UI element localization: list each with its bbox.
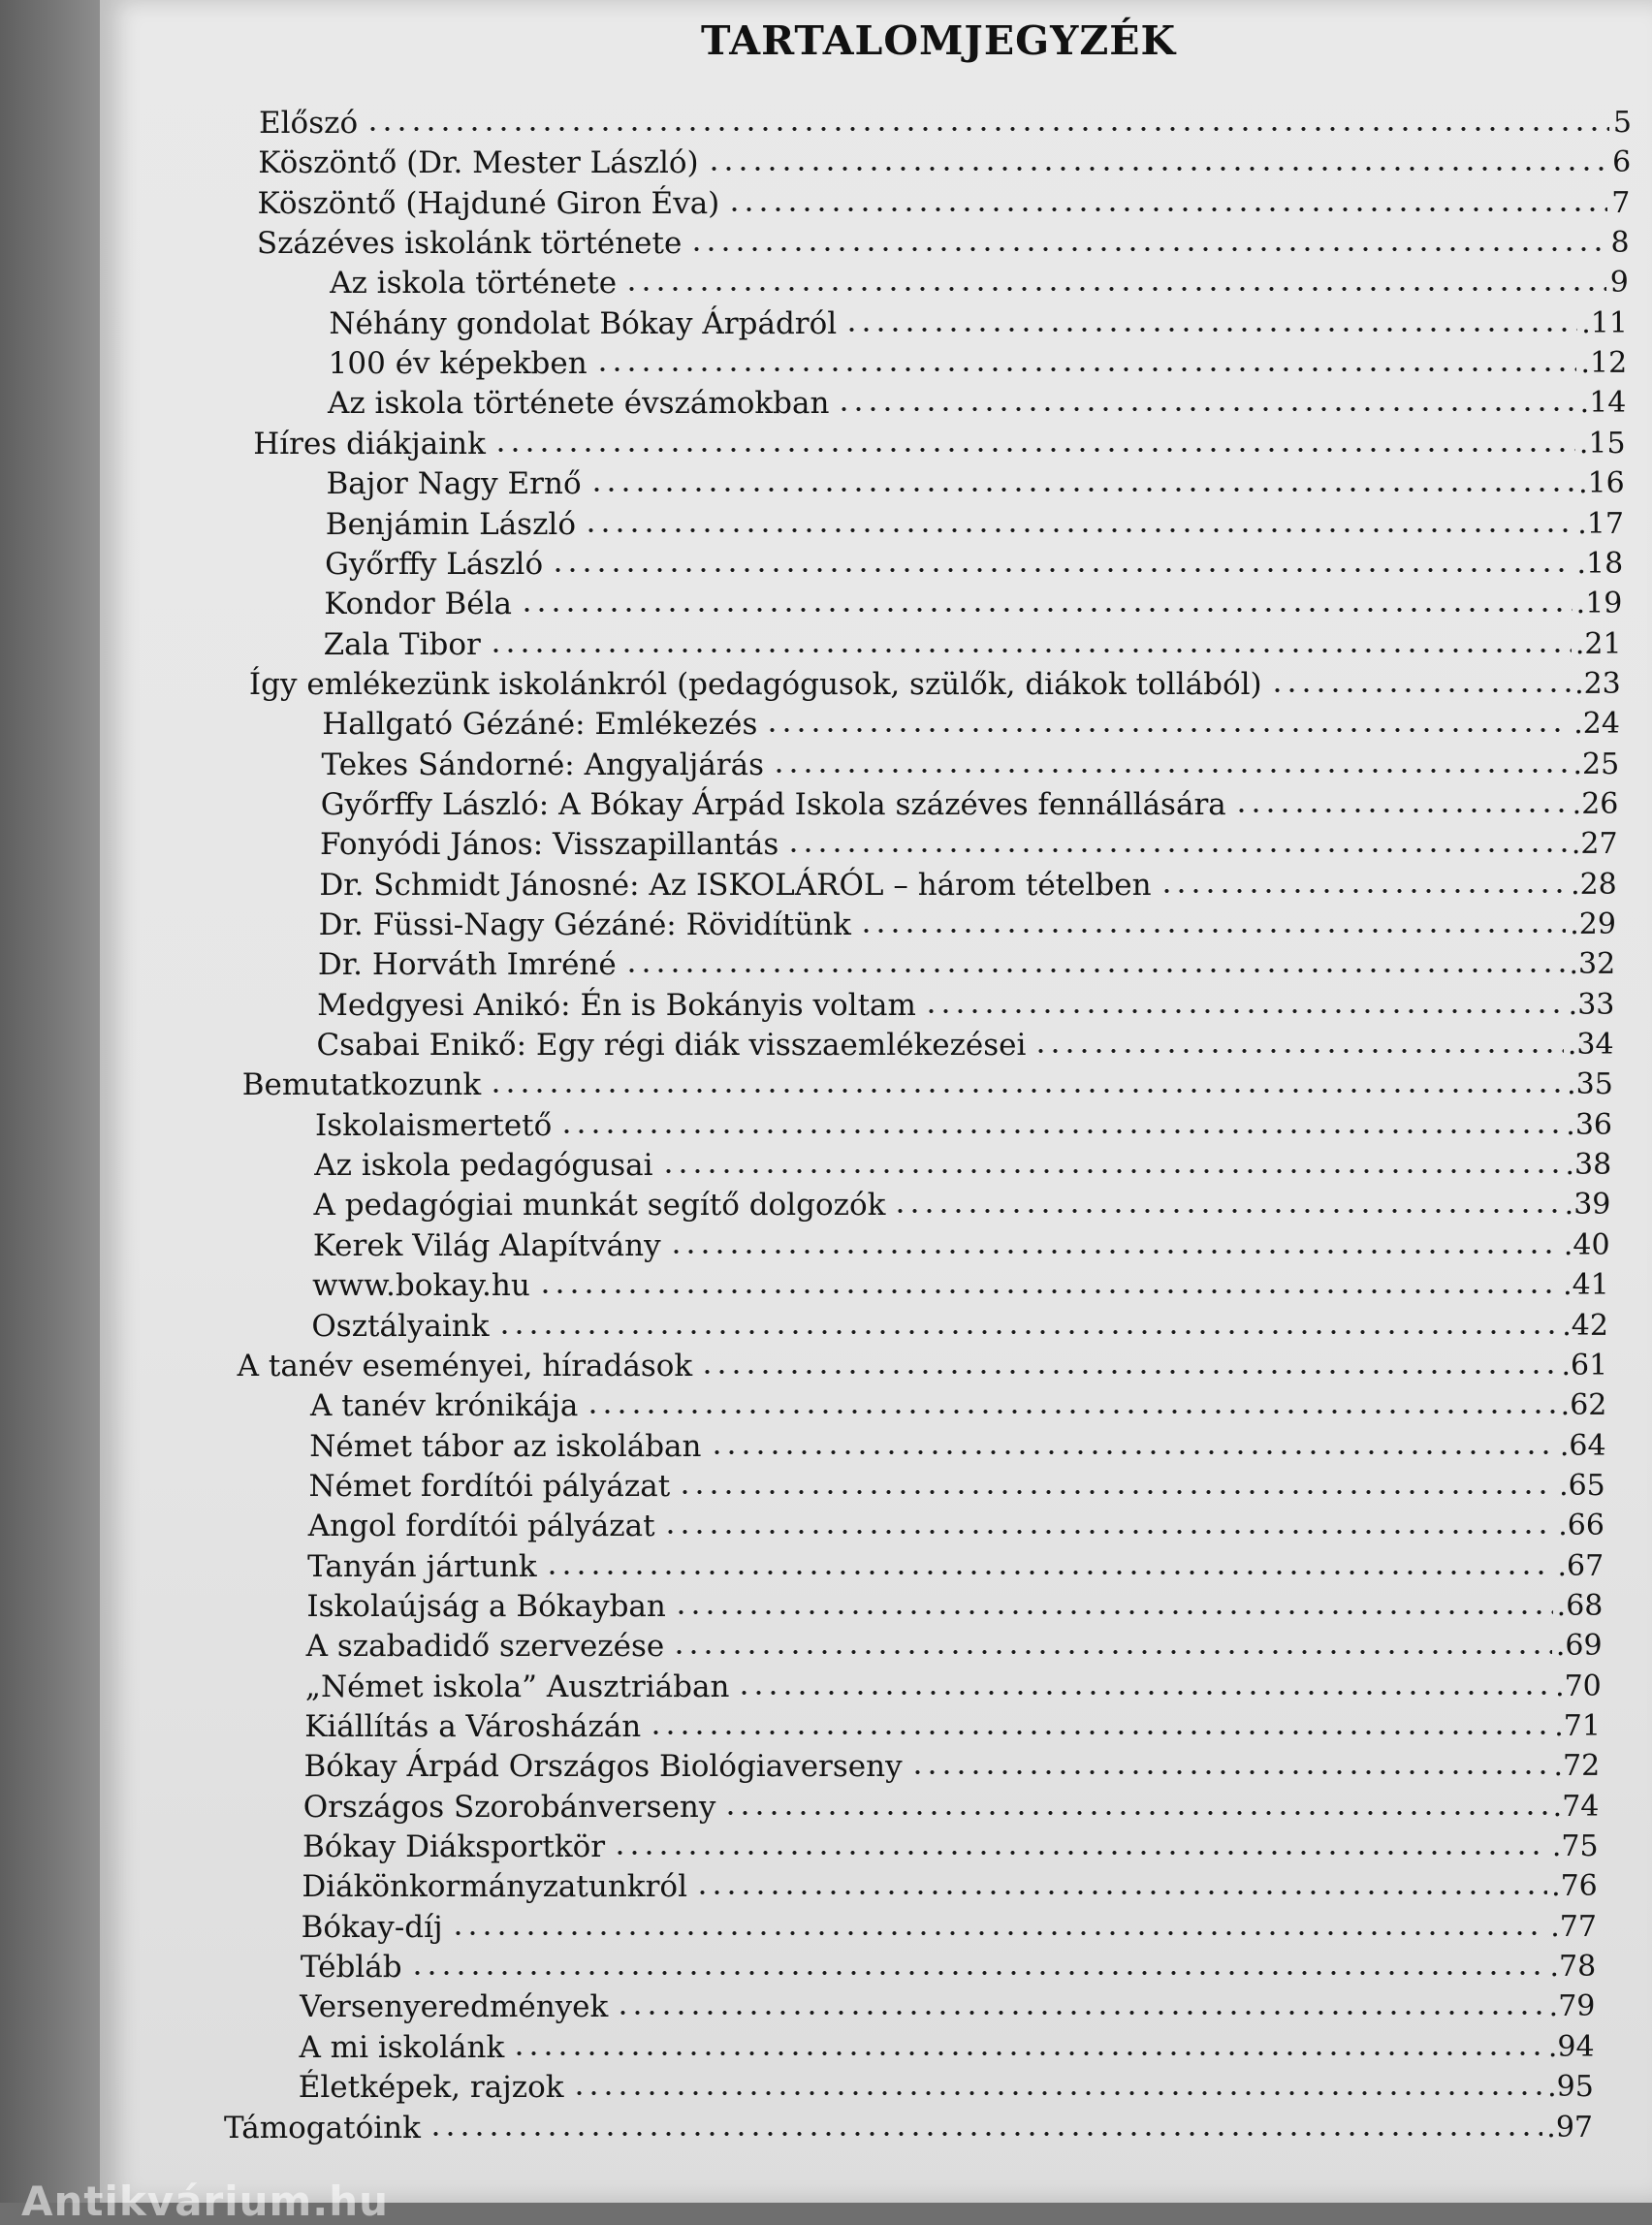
toc-entry-page-number: .78 [1549,1950,1597,1985]
toc-entry-page-number: .62 [1560,1388,1607,1423]
page-title: TARTALOMJEGYZÉK [701,17,1177,64]
dot-leader [520,606,1573,614]
toc-entry-label: Kerek Világ Alapítvány [312,1227,661,1263]
dot-leader [1234,807,1569,814]
dot-leader [893,1207,1560,1215]
dot-leader [910,1768,1550,1776]
dot-leader [772,767,1569,775]
toc-entry [238,1344,1608,1383]
toc-entry [325,542,1623,581]
toc-entry-page-number: .36 [1566,1107,1612,1142]
toc-entry [322,702,1620,741]
watermark: Antikvárium.hu [21,2177,390,2225]
toc-entry-label: Életképek, rajzok [298,2070,564,2106]
toc-entry [303,1744,1600,1783]
dot-leader [493,446,1575,454]
toc-entry-page-number: .39 [1564,1188,1611,1223]
toc-entry-label: Német tábor az iskolában [309,1428,702,1464]
dot-leader [512,2050,1544,2057]
toc-entry-label: Országos Szorobánverseny [302,1789,716,1825]
toc-entry-page-number: .32 [1569,947,1616,982]
toc-entry-page-number: 5 [1612,106,1632,140]
dot-leader [551,566,1573,574]
toc-entry-page-number: .41 [1563,1268,1609,1303]
toc-entry [304,1704,1601,1743]
toc-entry [312,1263,1609,1302]
dot-leader [429,2130,1542,2138]
dot-leader [624,285,1606,293]
toc-entry-label: Köszöntő (Hajduné Giron Éva) [257,185,720,221]
dot-leader [538,1287,1559,1295]
toc-entry-label: Csabai Enikő: Egy régi diák visszaemlékezései [316,1028,1027,1064]
toc-entry-label: Osztályaink [311,1308,490,1344]
dot-leader [661,1167,1562,1175]
toc-entry-label: Bókay-díj [301,1909,443,1945]
toc-entry-page-number: .64 [1559,1428,1606,1463]
dot-leader [669,1248,1560,1256]
toc-entry-label: Diákönkormányzatunkról [302,1869,687,1905]
toc-entry [310,1383,1606,1422]
toc-entry-label: Kiállítás a Városházán [304,1709,642,1744]
toc-entry-label: Bajor Nagy Ernő [326,466,582,502]
toc-entry-page-number: .70 [1555,1669,1602,1703]
toc-entry-page-number: 8 [1610,226,1630,261]
toc-entry-label: Előszó [259,106,359,141]
toc-entry-page-number: .29 [1570,907,1616,941]
toc-entry-page-number: .17 [1577,506,1624,541]
toc-entry [242,1063,1613,1101]
toc-entry [326,502,1624,541]
toc-entry [306,1584,1603,1623]
toc-entry-label: Dr. Horváth Imréné [317,947,617,983]
toc-entry-label: Az iskola pedagógusai [314,1148,653,1184]
dot-leader [410,1969,1546,1977]
toc-entry-page-number: .74 [1552,1789,1600,1824]
toc-entry-page-number: .25 [1573,747,1620,781]
toc-entry-page-number: .65 [1559,1468,1605,1503]
toc-entry [303,1785,1600,1824]
dot-leader [572,2089,1544,2097]
toc-entry-page-number: .66 [1558,1509,1604,1543]
toc-entry-label: Támogatóink [224,2110,421,2146]
dot-leader [737,1689,1551,1697]
dot-leader [707,165,1608,173]
toc-entry [249,662,1621,701]
toc-entry-page-number: .67 [1557,1548,1604,1583]
dot-leader [710,1448,1556,1456]
toc-entry [327,461,1625,500]
toc-entry-page-number: .34 [1567,1028,1614,1063]
toc-entry-label: A mi iskolánk [299,2029,505,2065]
toc-entry-label: Így emlékezünk iskolánkról (pedagógusok, szülők, diákok tollából) [248,666,1262,702]
toc-entry [253,422,1625,461]
toc-entry-page-number: .35 [1567,1067,1613,1102]
toc-entry [299,2065,1594,2104]
toc-entry-page-number: .68 [1556,1588,1604,1623]
toc-entry [307,1544,1604,1583]
dot-leader [365,125,1609,133]
toc-entry-label: Bókay Diáksportkör [302,1829,606,1865]
toc-entry-label: Tanyán jártunk [307,1548,537,1584]
toc-entry [320,822,1618,861]
toc-entry-label: A pedagógiai munkát segítő dolgozók [313,1188,886,1224]
toc-entry-label: Kondor Béla [324,587,513,622]
dot-leader [765,726,1570,734]
toc-entry [319,903,1616,941]
toc-entry [313,1224,1610,1262]
dot-leader [1033,1047,1563,1055]
dot-leader [689,245,1606,253]
toc-entry [306,1624,1603,1663]
toc-entry [330,261,1629,300]
dot-leader [700,1368,1557,1376]
toc-entry-label: Tébláb [300,1950,402,1986]
toc-entry-page-number: .69 [1555,1629,1603,1664]
dot-leader [559,1128,1562,1135]
toc-entry-page-number: .24 [1573,707,1620,742]
toc-entry [316,1023,1613,1062]
toc-entry [321,743,1619,781]
dot-leader [672,1648,1552,1656]
toc-entry-label: www.bokay.hu [312,1268,530,1304]
dot-leader [451,1929,1547,1937]
toc-entry-label: Iskolaújság a Bókayban [306,1588,666,1624]
toc-entry [302,1905,1597,1944]
dot-leader [586,1408,1556,1415]
toc-entry-page-number: .42 [1562,1308,1608,1343]
dot-leader [616,2009,1544,2017]
toc-entry-label: Győrffy László: A Bókay Árpád Iskola százéves fennállására [320,786,1226,822]
dot-leader [859,927,1566,935]
toc-entry [258,181,1631,220]
toc-entry [321,782,1619,821]
toc-entry-label: Híres diákjaink [253,426,486,461]
dot-leader [723,1809,1548,1817]
dot-leader [695,1889,1547,1896]
dot-leader [624,967,1566,974]
toc-entry [258,141,1631,179]
dot-leader [649,1729,1550,1736]
toc-entry-label: Hallgató Gézáné: Emlékezés [322,707,758,743]
toc-entry-page-number: .23 [1574,666,1621,701]
dot-leader [584,526,1573,534]
toc-entry-label: Az iskola története évszámokban [327,386,830,422]
dot-leader [844,326,1577,334]
toc-entry [318,942,1615,981]
toc-entry-label: A tanév eseményei, híradások [237,1348,693,1383]
toc-entry-page-number: .18 [1576,546,1624,581]
dot-leader [674,1608,1553,1616]
dot-leader [837,405,1575,413]
dot-leader [663,1528,1555,1536]
dot-leader [1270,686,1571,694]
dot-leader [678,1488,1555,1496]
toc-entry-label: Köszöntő (Dr. Mester László) [258,145,699,181]
toc-entry [259,101,1632,140]
toc-entry-page-number: .12 [1580,346,1628,381]
toc-entry-label: Dr. Füssi-Nagy Gézáné: Rövidítünk [318,907,851,942]
toc-entry [301,1945,1596,1984]
dot-leader [727,206,1607,213]
dot-leader [595,366,1577,373]
toc-entry [300,1985,1595,2023]
dot-leader [545,1569,1554,1576]
toc-entry-page-number: .61 [1561,1348,1608,1383]
toc-entry-label: Iskolaismertető [315,1107,553,1143]
toc-entry [308,1504,1604,1542]
toc-entry [302,1864,1597,1903]
toc-entry [257,221,1630,260]
toc-entry-page-number: .16 [1578,466,1625,501]
toc-entry-page-number: .95 [1547,2070,1594,2105]
toc-entry-label: Benjámin László [325,506,576,542]
toc-entry-page-number: .26 [1572,786,1619,821]
toc-entry-page-number: .14 [1579,386,1627,421]
toc-entry-page-number: .38 [1565,1148,1612,1183]
toc-entry-label: „Német iskola” Ausztriában [304,1669,730,1704]
toc-entry [328,381,1626,420]
toc-entry-label: Százéves iskolánk története [256,226,683,262]
toc-entry-page-number: .77 [1550,1909,1597,1944]
dot-leader [589,486,1574,493]
dot-leader [786,846,1568,854]
toc-entry-page-number: .94 [1547,2029,1595,2064]
toc-entry-page-number: .40 [1563,1227,1610,1262]
toc-entry-label: A tanév krónikája [309,1388,579,1424]
toc-entry [315,1103,1612,1142]
toc-entry-label: Német fordítói pályázat [308,1468,671,1504]
dot-leader [1160,887,1568,895]
toc-entry [299,2025,1594,2064]
toc-entry-page-number: .97 [1546,2110,1593,2145]
toc-entry-label: Versenyeredmények [300,1989,609,2025]
dot-leader [489,647,1572,654]
toc-entry-page-number: .76 [1551,1869,1598,1904]
toc-entry-page-number: .15 [1578,426,1626,461]
toc-entry-label: Zala Tibor [323,626,481,662]
toc-entry-label: Medgyesi Anikó: Én is Bokányis voltam [317,987,916,1023]
toc-entry [224,2106,1593,2145]
toc-entry-page-number: .11 [1581,305,1628,340]
toc-entry [329,302,1628,340]
toc-entry-label: Néhány gondolat Bókay Árpádról [329,305,838,341]
toc-entry [309,1424,1605,1463]
toc-entry-label: 100 év képekben [328,346,588,382]
dot-leader [489,1087,1563,1095]
toc-entry-label: Az iskola története [330,266,618,302]
toc-entry-page-number: .28 [1571,867,1617,902]
toc-entry [317,983,1614,1022]
toc-entry-page-number: .79 [1548,1989,1596,2024]
toc-entry [324,622,1622,661]
toc-entry-page-number: 7 [1611,185,1631,220]
toc-entry [309,1464,1605,1503]
toc-entry [324,582,1622,620]
toc-entry-label: Angol fordítói pályázat [307,1509,655,1544]
toc-entry [311,1304,1608,1343]
toc-entry-page-number: .27 [1571,827,1618,862]
toc-entry-page-number: .72 [1553,1749,1601,1784]
toc-entry-label: Dr. Schmidt Jánosné: Az ISKOLÁRÓL – három tételben [319,867,1152,903]
toc-entry-label: A szabadidő szervezése [305,1629,665,1665]
toc-entry-label: Bemutatkozunk [241,1067,482,1103]
toc-entry [314,1183,1611,1222]
toc-entry [305,1665,1602,1703]
toc-entry-label: Győrffy László [325,546,544,582]
toc-entry [314,1143,1611,1182]
toc-entry-page-number: 6 [1612,145,1632,180]
toc-entry-page-number: .19 [1575,587,1623,621]
toc-entry [302,1825,1599,1863]
dot-leader [924,1007,1565,1015]
dot-leader [613,1849,1548,1857]
toc-entry-page-number: .33 [1568,987,1615,1022]
toc-entry-label: Bókay Árpád Országos Biológiaverseny [303,1749,903,1785]
toc-entry-page-number: .75 [1551,1829,1599,1864]
toc-entry-page-number: .21 [1574,626,1622,661]
toc-entry [319,863,1616,902]
document-page [100,0,1652,2203]
toc-entry-page-number: .71 [1554,1709,1601,1743]
toc-entry [329,341,1628,380]
toc-entry-label: Tekes Sándorné: Angyaljárás [321,747,765,782]
toc-entry-page-number: 9 [1609,266,1629,301]
toc-entry-label: Fonyódi János: Visszapillantás [320,827,779,863]
dot-leader [497,1328,1559,1336]
